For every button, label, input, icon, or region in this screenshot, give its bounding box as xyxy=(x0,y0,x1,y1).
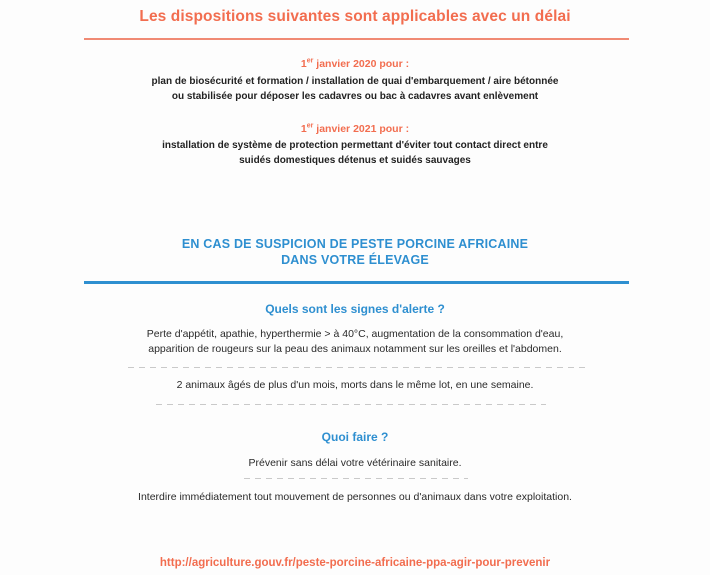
footer-url-link[interactable]: http://agriculture.gouv.fr/peste-porcine-africaine-ppa-agir-pour-prevenir xyxy=(159,557,551,569)
suspicion-title-line2: DANS VOTRE ÉLEVAGE xyxy=(281,253,429,267)
scan-artifact-line xyxy=(156,404,546,405)
deadline-2020-line1: plan de biosécurité et formation / installation de quai d'embarquement / aire bétonnée xyxy=(151,76,559,87)
scan-artifact-line xyxy=(128,367,588,368)
signs-line2: apparition de rougeurs sur la peau des animaux notamment sur les oreilles et l'abdomen. xyxy=(148,343,562,355)
deadline-2020-line2: ou stabilisée pour déposer les cadavres ou bac à cadavres avant enlèvement xyxy=(171,91,539,102)
signs-heading: Quels sont les signes d'alerte ? xyxy=(265,302,445,316)
deadline-2021-line1: installation de système de protection permettant d'éviter tout contact direct entre xyxy=(162,140,548,151)
blue-divider xyxy=(84,281,629,284)
signs-line3: 2 animaux âgés de plus d'un mois, morts dans le même lot, en une semaine. xyxy=(176,379,534,391)
deadline-2020-date: 1er janvier 2020 pour : xyxy=(300,57,410,70)
suspicion-title-line1: EN CAS DE SUSPICION DE PESTE PORCINE AFRICAINE xyxy=(181,237,529,251)
scan-artifact-line xyxy=(244,478,468,479)
deadline-2021-date: 1er janvier 2021 pour : xyxy=(300,122,410,135)
section-title: Les dispositions suivantes sont applicables avec un délai xyxy=(139,8,571,25)
deadline-2021-line2: suidés domestiques détenus et suidés sauvages xyxy=(239,155,471,166)
actions-line1: Prévenir sans délai votre vétérinaire sanitaire. xyxy=(248,457,462,469)
actions-heading: Quoi faire ? xyxy=(321,430,389,444)
orange-divider xyxy=(84,38,629,40)
actions-line2: Interdire immédiatement tout mouvement de personnes ou d'animaux dans votre exploitation. xyxy=(138,491,572,503)
signs-line1: Perte d'appétit, apathie, hyperthermie > à 40°C, augmentation de la consommation d'eau, xyxy=(146,328,564,340)
suspicion-title xyxy=(0,236,710,268)
